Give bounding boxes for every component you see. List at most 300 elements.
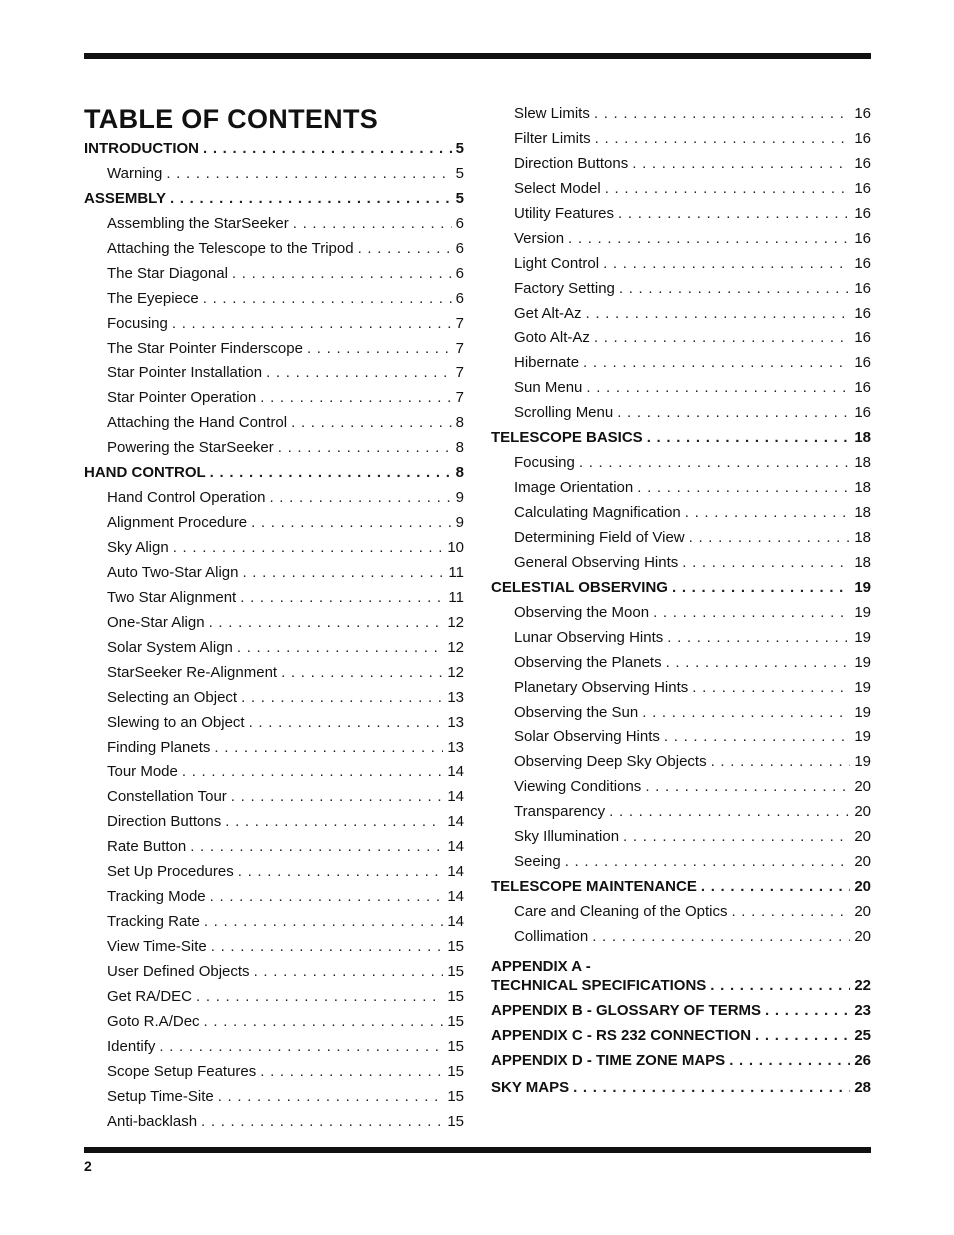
leader-dots <box>182 763 443 780</box>
leader-dots <box>293 215 452 232</box>
toc-subsection-entry[interactable] <box>491 778 871 803</box>
toc-subsection-entry[interactable] <box>491 454 871 479</box>
toc-subsection-entry[interactable] <box>491 180 871 205</box>
toc-subsection-entry[interactable] <box>84 265 464 290</box>
toc-subsection-entry[interactable] <box>84 988 464 1013</box>
appendix-a-line1: APPENDIX A - <box>491 957 591 975</box>
toc-entry-label: Select Model <box>514 179 601 197</box>
leader-dots <box>586 379 850 396</box>
toc-entry-label: Star Pointer Operation <box>107 389 257 407</box>
leader-dots <box>619 280 850 297</box>
sky-maps-entry[interactable] <box>491 1079 871 1104</box>
toc-entry-label: Warning <box>107 164 163 182</box>
leader-dots <box>692 679 850 696</box>
leader-dots <box>667 629 850 646</box>
leader-dots <box>225 813 443 830</box>
toc-entry-label: Utility Features <box>514 204 615 222</box>
leader-dots <box>214 739 443 756</box>
toc-entry-label: Determining Field of View <box>514 528 685 546</box>
toc-entry-page: 13 <box>447 738 464 756</box>
toc-entry-page: 6 <box>455 289 464 307</box>
toc-entry-page: 14 <box>447 813 464 831</box>
toc-subsection-entry[interactable] <box>84 788 464 813</box>
leader-dots <box>623 828 850 845</box>
leader-dots <box>729 1052 850 1069</box>
toc-section-entry[interactable] <box>84 464 464 489</box>
toc-entry-page: 9 <box>455 514 464 532</box>
toc-entry-label: Image Orientation <box>514 479 634 497</box>
appendix-c-label: APPENDIX C - RS 232 CONNECTION <box>491 1026 752 1044</box>
toc-subsection-entry[interactable] <box>84 514 464 539</box>
toc-entry-page: 6 <box>455 264 464 282</box>
toc-subsection-entry[interactable] <box>491 255 871 280</box>
toc-subsection-entry[interactable] <box>84 315 464 340</box>
toc-entry-label: View Time-Site <box>107 938 207 955</box>
toc-section-entry[interactable] <box>491 429 871 454</box>
toc-right-column <box>491 105 871 1104</box>
leader-dots <box>260 389 451 406</box>
toc-subsection-entry[interactable] <box>491 604 871 629</box>
leader-dots <box>254 963 444 980</box>
toc-subsection-entry[interactable] <box>491 529 871 554</box>
appendix-b-entry[interactable] <box>491 1002 871 1027</box>
toc-entry-page: 20 <box>854 828 871 846</box>
toc-entry-label: Seeing <box>514 853 561 871</box>
toc-entry-page: 7 <box>455 364 464 382</box>
leader-dots <box>249 714 444 731</box>
toc-entry-page: 15 <box>447 1087 464 1105</box>
toc-entry-page: 19 <box>854 703 871 721</box>
toc-entry-label: Tour Mode <box>107 763 178 781</box>
toc-subsection-entry[interactable] <box>491 404 871 429</box>
toc-entry-label: Solar Observing Hints <box>514 728 660 746</box>
leader-dots <box>710 977 850 994</box>
toc-entry-page: 15 <box>447 1062 464 1080</box>
toc-entry-label: Auto Two-Star Align <box>107 563 239 581</box>
toc-subsection-entry[interactable] <box>491 130 871 155</box>
toc-entry-label: Goto Alt-Az <box>514 329 590 347</box>
toc-subsection-entry[interactable] <box>491 554 871 579</box>
toc-entry-label: Finding Planets <box>107 738 211 756</box>
leader-dots <box>260 1063 443 1080</box>
toc-entry-label: Goto R.A/Dec <box>107 1012 200 1030</box>
toc-entry-label: Attaching the Telescope to the Tripod <box>107 239 354 257</box>
toc-entry-page: 16 <box>854 254 871 272</box>
toc-subsection-entry[interactable] <box>84 564 464 589</box>
leader-dots <box>204 1013 444 1030</box>
leader-dots <box>291 414 452 431</box>
leader-dots <box>645 778 850 795</box>
toc-entry-label: Scope Setup Features <box>107 1062 257 1080</box>
toc-entry-label: Focusing <box>107 314 168 332</box>
toc-entry-label: User Defined Objects <box>107 962 250 980</box>
toc-entry-page: 16 <box>854 379 871 397</box>
toc-subsection-entry[interactable] <box>491 853 871 878</box>
toc-entry-page: 12 <box>447 638 464 656</box>
toc-subsection-entry[interactable] <box>84 215 464 240</box>
leader-dots <box>209 614 444 631</box>
toc-entry-label: Focusing <box>514 454 575 472</box>
toc-subsection-entry[interactable] <box>84 1038 464 1063</box>
toc-subsection-entry[interactable] <box>491 354 871 379</box>
toc-subsection-entry[interactable] <box>491 704 871 729</box>
toc-entry-page: 20 <box>854 803 871 821</box>
bottom-rule <box>84 1147 871 1153</box>
toc-entry-page: 16 <box>854 304 871 322</box>
toc-entry-page: 6 <box>455 214 464 232</box>
toc-entry-page: 19 <box>854 603 871 621</box>
toc-subsection-entry[interactable] <box>491 205 871 230</box>
toc-entry-label: ASSEMBLY <box>84 189 166 207</box>
appendix-d-entry[interactable] <box>491 1052 871 1077</box>
toc-entry-page: 16 <box>854 204 871 222</box>
toc-left-column <box>84 140 464 1138</box>
leader-dots <box>765 1002 850 1019</box>
leader-dots <box>190 838 443 855</box>
toc-subsection-entry[interactable] <box>84 938 464 963</box>
toc-subsection-entry[interactable] <box>491 379 871 404</box>
appendix-b-page: 23 <box>854 1001 871 1019</box>
toc-entry-label: Observing the Planets <box>514 653 662 671</box>
appendix-a-page: 22 <box>854 976 871 994</box>
leader-dots <box>595 130 851 147</box>
toc-subsection-entry[interactable] <box>84 340 464 365</box>
toc-entry-page: 18 <box>854 479 871 497</box>
toc-entry-label: Observing Deep Sky Objects <box>514 753 707 771</box>
toc-entry-page: 19 <box>854 578 871 596</box>
toc-entry-page: 15 <box>447 1037 464 1055</box>
toc-entry-label: Direction Buttons <box>514 154 629 172</box>
leader-dots <box>281 664 443 681</box>
toc-entry-page: 5 <box>455 164 464 182</box>
toc-entry-page: 9 <box>455 489 464 507</box>
toc-section-entry[interactable] <box>84 140 464 165</box>
toc-entry-page: 7 <box>455 389 464 407</box>
toc-subsection-entry[interactable] <box>84 639 464 664</box>
toc-entry-page: 16 <box>854 279 871 297</box>
toc-entry-label: HAND CONTROL <box>84 464 206 482</box>
toc-entry-label: Factory Setting <box>514 279 615 297</box>
toc-subsection-entry[interactable] <box>84 614 464 639</box>
toc-subsection-entry[interactable] <box>84 739 464 764</box>
toc-entry-label: Hand Control Operation <box>107 489 266 507</box>
leader-dots <box>579 454 850 471</box>
leader-dots <box>210 888 444 905</box>
toc-entry-page: 16 <box>854 354 871 372</box>
toc-entry-page: 13 <box>447 688 464 706</box>
toc-entry-label: Anti-backlash <box>107 1112 198 1130</box>
toc-entry-page: 8 <box>455 439 464 457</box>
leader-dots <box>642 704 850 721</box>
toc-entry-page: 8 <box>455 414 464 432</box>
leader-dots <box>232 265 452 282</box>
leader-dots <box>211 938 444 955</box>
toc-entry-label: CELESTIAL OBSERVING <box>491 578 668 596</box>
toc-entry-page: 18 <box>854 528 871 546</box>
leader-dots <box>218 1088 444 1105</box>
toc-entry-page: 19 <box>854 753 871 771</box>
leader-dots <box>231 788 444 805</box>
leader-dots <box>242 564 444 581</box>
appendix-c-entry[interactable] <box>491 1027 871 1052</box>
appendix-b-label: APPENDIX B - GLOSSARY OF TERMS <box>491 1001 762 1019</box>
toc-entry-label: Set Up Procedures <box>107 863 234 881</box>
toc-entry-page: 16 <box>854 105 871 122</box>
toc-subsection-entry[interactable] <box>491 504 871 529</box>
toc-entry-label: TELESCOPE BASICS <box>491 429 643 447</box>
toc-entry-page: 18 <box>854 504 871 521</box>
toc-section-entry[interactable] <box>491 878 871 903</box>
toc-subsection-entry[interactable] <box>491 903 871 928</box>
toc-subsection-entry[interactable] <box>84 1063 464 1088</box>
leader-dots <box>731 903 850 920</box>
toc-entry-page: 19 <box>854 678 871 696</box>
toc-subsection-entry[interactable] <box>84 1013 464 1038</box>
toc-subsection-entry[interactable] <box>491 679 871 704</box>
toc-subsection-entry[interactable] <box>491 479 871 504</box>
toc-subsection-entry[interactable] <box>491 230 871 255</box>
leader-dots <box>617 404 850 421</box>
leader-dots <box>172 315 452 332</box>
toc-subsection-entry[interactable] <box>84 714 464 739</box>
toc-entry-label: The Star Pointer Finderscope <box>107 339 303 357</box>
appendix-block <box>491 957 871 1104</box>
toc-subsection-entry[interactable] <box>491 305 871 330</box>
toc-entry-page: 15 <box>447 962 464 980</box>
toc-entry-label: Constellation Tour <box>107 788 227 806</box>
toc-entry-page: 15 <box>447 987 464 1005</box>
toc-entry-page: 8 <box>455 464 464 482</box>
leader-dots <box>358 240 452 257</box>
leader-dots <box>586 305 851 322</box>
leader-dots <box>666 654 851 671</box>
toc-entry-label: Collimation <box>514 927 589 945</box>
page-number: 2 <box>84 1158 92 1174</box>
toc-entry-page: 16 <box>854 229 871 247</box>
leader-dots <box>269 489 451 506</box>
toc-entry-label: Get Alt-Az <box>514 304 582 322</box>
leader-dots <box>238 863 444 880</box>
toc-entry-label: StarSeeker Re-Alignment <box>107 663 278 681</box>
leader-dots <box>201 1113 443 1130</box>
toc-entry-page: 5 <box>455 189 464 207</box>
toc-entry-page: 14 <box>447 888 464 906</box>
toc-entry-label: Version <box>514 229 565 247</box>
toc-subsection-entry[interactable] <box>84 763 464 788</box>
leader-dots <box>594 329 850 346</box>
toc-subsection-entry[interactable] <box>84 863 464 888</box>
toc-subsection-entry[interactable] <box>84 664 464 689</box>
toc-entry-page: 18 <box>854 429 871 447</box>
toc-subsection-entry[interactable] <box>491 803 871 828</box>
leader-dots <box>711 753 851 770</box>
toc-entry-label: Observing the Sun <box>514 703 639 721</box>
leader-dots <box>618 205 850 222</box>
toc-entry-page: 5 <box>455 140 464 157</box>
toc-subsection-entry[interactable] <box>491 155 871 180</box>
toc-entry-page: 10 <box>447 539 464 556</box>
toc-subsection-entry[interactable] <box>84 389 464 414</box>
toc-entry-label: Transparency <box>514 803 606 821</box>
leader-dots <box>594 105 850 122</box>
toc-section-entry[interactable] <box>84 190 464 215</box>
toc-entry-label: Sun Menu <box>514 379 583 397</box>
leader-dots <box>647 429 851 446</box>
leader-dots <box>583 354 850 371</box>
leader-dots <box>689 529 851 546</box>
sky-maps-label: SKY MAPS <box>491 1078 570 1096</box>
toc-entry-label: Care and Cleaning of the Optics <box>514 903 728 920</box>
toc-subsection-entry[interactable] <box>491 728 871 753</box>
toc-entry-label: INTRODUCTION <box>84 140 199 157</box>
leader-dots <box>237 639 443 656</box>
toc-entry-label: General Observing Hints <box>514 553 679 571</box>
toc-entry-label: Attaching the Hand Control <box>107 414 288 432</box>
leader-dots <box>241 689 443 706</box>
toc-entry-page: 12 <box>447 613 464 631</box>
toc-subsection-entry[interactable] <box>84 439 464 464</box>
toc-entry-page: 16 <box>854 329 871 347</box>
toc-entry-label: Solar System Align <box>107 638 233 656</box>
toc-subsection-entry[interactable] <box>84 689 464 714</box>
toc-subsection-entry[interactable] <box>84 364 464 389</box>
leader-dots <box>210 464 452 481</box>
toc-subsection-entry[interactable] <box>491 105 871 130</box>
leader-dots <box>682 554 850 571</box>
leader-dots <box>592 928 850 945</box>
toc-subsection-entry[interactable] <box>84 539 464 564</box>
toc-subsection-entry[interactable] <box>84 414 464 439</box>
toc-entry-label: Slewing to an Object <box>107 713 245 731</box>
appendix-d-page: 26 <box>854 1051 871 1069</box>
toc-entry-page: 20 <box>854 853 871 871</box>
toc-entry-label: Powering the StarSeeker <box>107 439 274 457</box>
toc-entry-page: 19 <box>854 728 871 746</box>
leader-dots <box>278 439 452 456</box>
toc-entry-page: 18 <box>854 454 871 472</box>
sky-maps-page: 28 <box>854 1078 871 1096</box>
appendix-d-label: APPENDIX D - TIME ZONE MAPS <box>491 1051 726 1069</box>
toc-subsection-entry[interactable] <box>84 589 464 614</box>
leader-dots <box>159 1038 443 1055</box>
top-rule <box>84 53 871 59</box>
toc-subsection-entry[interactable] <box>84 838 464 863</box>
toc-entry-label: The Star Diagonal <box>107 264 228 282</box>
leader-dots <box>203 290 452 307</box>
toc-entry-label: Filter Limits <box>514 129 591 147</box>
toc-entry-label: Identify <box>107 1037 156 1055</box>
leader-dots <box>632 155 850 172</box>
toc-entry-label: Sky Illumination <box>514 828 620 846</box>
toc-entry-label: Get RA/DEC <box>107 987 193 1005</box>
leader-dots <box>568 230 850 247</box>
toc-entry-page: 19 <box>854 628 871 646</box>
toc-entry-label: Star Pointer Installation <box>107 364 263 382</box>
toc-entry-label: Light Control <box>514 254 600 272</box>
toc-entry-page: 20 <box>854 778 871 796</box>
toc-entry-label: Alignment Procedure <box>107 514 248 532</box>
toc-subsection-entry[interactable] <box>84 1088 464 1113</box>
toc-entry-page: 14 <box>447 763 464 781</box>
toc-subsection-entry[interactable] <box>491 654 871 679</box>
leader-dots <box>573 1079 850 1096</box>
toc-subsection-entry[interactable] <box>84 913 464 938</box>
toc-entry-page: 15 <box>447 1012 464 1030</box>
toc-entry-label: One-Star Align <box>107 613 205 631</box>
toc-entry-page: 20 <box>854 878 871 896</box>
toc-subsection-entry[interactable] <box>491 629 871 654</box>
leader-dots <box>204 913 444 930</box>
toc-entry-page: 14 <box>447 838 464 856</box>
leader-dots <box>307 340 452 357</box>
toc-entry-label: Slew Limits <box>514 105 590 122</box>
toc-subsection-entry[interactable] <box>491 828 871 853</box>
leader-dots <box>251 514 452 531</box>
toc-entry-page: 14 <box>447 788 464 806</box>
toc-subsection-entry[interactable] <box>84 813 464 838</box>
toc-entry-label: Hibernate <box>514 354 580 372</box>
leader-dots <box>672 579 850 596</box>
leader-dots <box>565 853 851 870</box>
toc-entry-page: 20 <box>854 927 871 945</box>
toc-subsection-entry[interactable] <box>491 329 871 354</box>
appendix-a-label: TECHNICAL SPECIFICATIONS <box>491 976 707 994</box>
toc-entry-page: 19 <box>854 653 871 671</box>
toc-entry-page: 16 <box>854 129 871 147</box>
leader-dots <box>603 255 850 272</box>
toc-entry-label: TELESCOPE MAINTENANCE <box>491 878 697 896</box>
appendix-c-page: 25 <box>854 1026 871 1044</box>
leader-dots <box>240 589 444 606</box>
leader-dots <box>166 165 451 182</box>
toc-subsection-entry[interactable] <box>491 928 871 953</box>
leader-dots <box>664 728 850 745</box>
toc-section-entry[interactable] <box>491 579 871 604</box>
toc-subsection-entry[interactable] <box>84 888 464 913</box>
leader-dots <box>653 604 850 621</box>
toc-subsection-entry[interactable] <box>84 240 464 265</box>
leader-dots <box>203 140 452 157</box>
toc-entry-page: 12 <box>447 663 464 681</box>
toc-entry-label: Calculating Magnification <box>514 504 681 521</box>
leader-dots <box>170 190 452 207</box>
leader-dots <box>755 1027 850 1044</box>
toc-entry-page: 16 <box>854 179 871 197</box>
toc-subsection-entry[interactable] <box>84 1113 464 1138</box>
toc-entry-page: 16 <box>854 154 871 172</box>
toc-subsection-entry[interactable] <box>84 165 464 190</box>
toc-entry-label: Tracking Rate <box>107 913 200 931</box>
toc-entry-label: Selecting an Object <box>107 688 238 706</box>
toc-entry-page: 20 <box>854 903 871 920</box>
toc-subsection-entry[interactable] <box>84 489 464 514</box>
toc-subsection-entry[interactable] <box>84 963 464 988</box>
toc-entry-page: 7 <box>455 314 464 332</box>
toc-entry-label: Sky Align <box>107 539 169 556</box>
toc-entry-label: Scrolling Menu <box>514 404 614 422</box>
toc-entry-page: 15 <box>447 938 464 955</box>
leader-dots <box>685 504 851 521</box>
toc-entry-label: Observing the Moon <box>514 603 650 621</box>
toc-entry-page: 15 <box>447 1112 464 1130</box>
toc-subsection-entry[interactable] <box>491 280 871 305</box>
toc-entry-page: 14 <box>447 913 464 931</box>
toc-subsection-entry[interactable] <box>491 753 871 778</box>
toc-subsection-entry[interactable] <box>84 290 464 315</box>
appendix-a-entry[interactable] <box>491 977 871 1002</box>
toc-entry-label: Rate Button <box>107 838 187 856</box>
leader-dots <box>609 803 850 820</box>
